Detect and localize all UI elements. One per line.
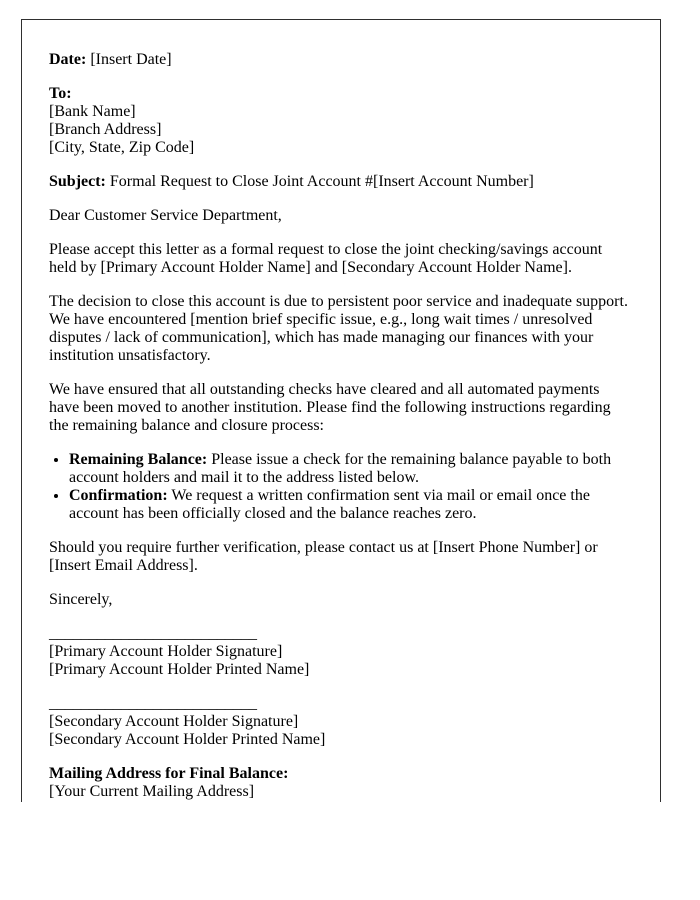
mailing-address-value: [Your Current Mailing Address]: [49, 783, 255, 800]
remaining-balance-text: Please issue a check for the remaining balance payable to both account holders and mail it to the address listed below.: [69, 451, 612, 486]
paragraph-reason: The decision to close this account is due to persistent poor service and inadequate support. We have encountered [mention brief specific issue, e.g., long wait times / unresolved disputes / lack of communication], which has made managing our finances with your institution unsatisfactory.: [49, 293, 628, 364]
date-value: [Insert Date]: [90, 51, 172, 68]
confirmation-label: Confirmation:: [69, 487, 168, 504]
date-label: Date:: [49, 51, 87, 68]
closing: Sincerely,: [49, 591, 113, 608]
primary-printed-name-label: [Primary Account Holder Printed Name]: [49, 661, 310, 678]
to-label: To:: [49, 85, 72, 102]
bank-name: [Bank Name]: [49, 103, 136, 120]
list-item-remaining-balance: [69, 451, 633, 487]
primary-signature-label: [Primary Account Holder Signature]: [49, 643, 283, 660]
remaining-balance-label: Remaining Balance:: [69, 451, 208, 468]
mailing-address-label: Mailing Address for Final Balance:: [49, 765, 289, 782]
signature-block-primary: [49, 625, 633, 679]
paragraph-instructions-intro: We have ensured that all outstanding checks have cleared and all automated payments have been moved to another institution. Please find the following instructions regarding the remaining balance and closure process:: [49, 381, 611, 434]
secondary-signature-label: [Secondary Account Holder Signature]: [49, 713, 299, 730]
signature-block-secondary: [49, 695, 633, 749]
recipient-block: [49, 85, 633, 157]
confirmation-text: We request a written confirmation sent via mail or email once the account has been officially closed and the balance reaches zero.: [69, 487, 590, 522]
subject-line: [49, 173, 633, 191]
signature-rule: __________________________: [49, 625, 257, 642]
letter-page: [21, 19, 661, 802]
list-item-confirmation: [69, 487, 633, 523]
branch-address: [Branch Address]: [49, 121, 162, 138]
paragraph-request: Please accept this letter as a formal request to close the joint checking/savings account held by [Primary Account Holder Name] and [Secondary Account Holder Name].: [49, 241, 603, 276]
signature-rule: __________________________: [49, 695, 257, 712]
salutation: Dear Customer Service Department,: [49, 207, 282, 224]
paragraph-contact: Should you require further verification, please contact us at [Insert Phone Number] or [Insert Email Address].: [49, 539, 598, 574]
mailing-address-block: [49, 765, 633, 801]
date-line: [49, 51, 633, 69]
instructions-list: [49, 451, 633, 523]
city-state-zip: [City, State, Zip Code]: [49, 139, 195, 156]
subject-value: Formal Request to Close Joint Account #[Insert Account Number]: [109, 173, 534, 190]
secondary-printed-name-label: [Secondary Account Holder Printed Name]: [49, 731, 326, 748]
subject-label: Subject:: [49, 173, 106, 190]
